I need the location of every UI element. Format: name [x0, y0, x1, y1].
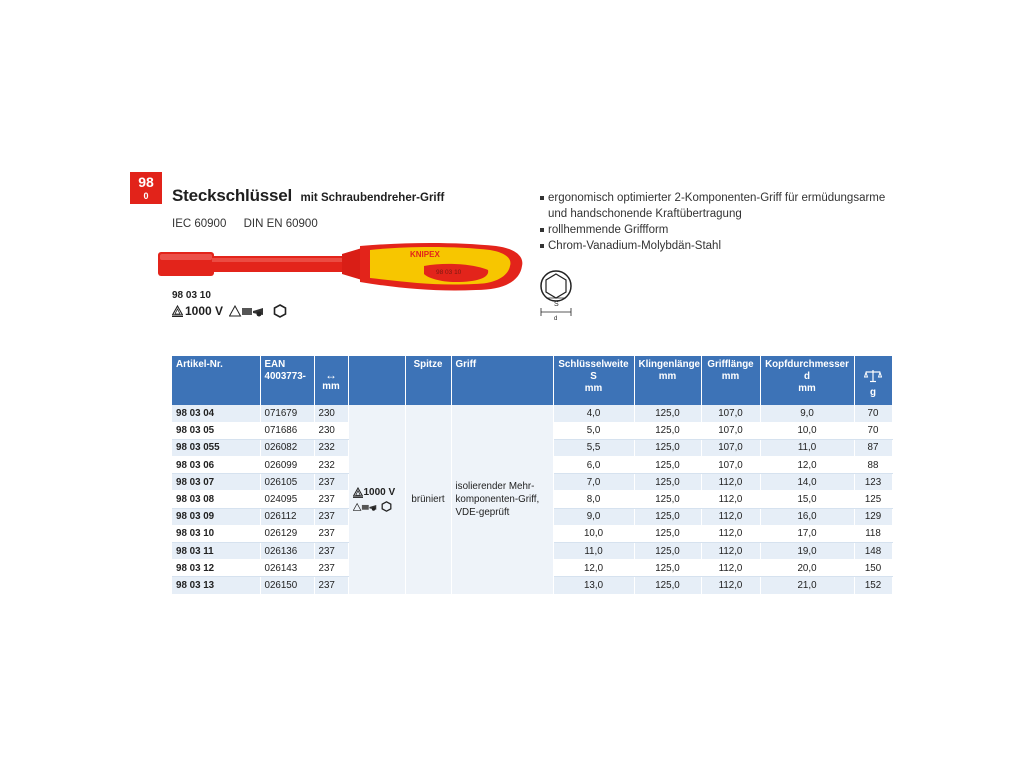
cell-insulation-merged — [348, 405, 405, 594]
section-badge-sub: 0 — [143, 191, 149, 201]
voltage-rating — [172, 304, 287, 318]
section-badge — [130, 172, 162, 204]
col-kopfdurchmesser — [760, 356, 854, 405]
col-icons — [348, 356, 405, 405]
cell-grifflaenge: 107,0 — [701, 405, 760, 422]
table-row — [172, 405, 892, 422]
diagram-s-label: S — [554, 301, 559, 308]
hexagon-icon — [273, 304, 287, 318]
cell-artikel: 98 03 06 — [172, 457, 260, 474]
norms — [172, 218, 318, 230]
cell-weight: 70 — [854, 422, 892, 439]
insulation-triangle-icon — [172, 305, 183, 317]
length-arrow-icon: ↔ — [325, 368, 337, 382]
cell-schluesselweite: 6,0 — [553, 457, 634, 474]
section-badge-number: 98 — [138, 174, 154, 190]
cell-grifflaenge: 112,0 — [701, 577, 760, 594]
hexagon-icon — [381, 501, 392, 512]
feature-item: ergonomisch optimierter 2-Komponenten-Griff für ermüdungsarme und handschonende Kraftübertragung — [540, 190, 900, 222]
col-ean-line1: EAN — [264, 359, 286, 370]
cell-kopfdurchmesser: 9,0 — [760, 405, 854, 422]
cell-artikel: 98 03 10 — [172, 525, 260, 542]
merged-approval-icons — [353, 501, 401, 512]
table-header-row — [172, 356, 892, 405]
cell-kopfdurchmesser: 15,0 — [760, 491, 854, 508]
cell-length: 230 — [314, 405, 348, 422]
cell-ean: 071686 — [260, 422, 314, 439]
hex-socket-dimension-icon — [538, 268, 574, 322]
cell-weight: 70 — [854, 405, 892, 422]
cell-grifflaenge: 112,0 — [701, 508, 760, 525]
product-article-number: 98 03 10 — [172, 290, 211, 301]
cell-klingenlaenge: 125,0 — [634, 491, 701, 508]
cell-ean: 026143 — [260, 560, 314, 577]
col-grifflaenge-label: Grifflänge — [707, 359, 754, 370]
merged-voltage-text: 1000 V — [363, 487, 396, 499]
page-title-main: Steckschlüssel — [172, 186, 293, 205]
cell-schluesselweite: 12,0 — [553, 560, 634, 577]
cell-ean: 026112 — [260, 508, 314, 525]
col-schluesselweite — [553, 356, 634, 405]
cell-schluesselweite: 4,0 — [553, 405, 634, 422]
tool-brand-text: KNIPEX — [410, 250, 440, 259]
col-kopf-unit: mm — [798, 383, 816, 394]
col-klinge-label: Klingenlänge — [638, 359, 701, 370]
merged-voltage — [353, 486, 401, 499]
vde-approval-icons — [229, 305, 267, 317]
col-grifflaenge — [701, 356, 760, 405]
cell-schluesselweite: 11,0 — [553, 543, 634, 560]
page-title — [172, 186, 444, 206]
cell-length: 237 — [314, 560, 348, 577]
cell-klingenlaenge: 125,0 — [634, 439, 701, 456]
cell-schluesselweite: 7,0 — [553, 474, 634, 491]
cell-weight: 148 — [854, 543, 892, 560]
cell-artikel: 98 03 13 — [172, 577, 260, 594]
cell-grifflaenge: 107,0 — [701, 457, 760, 474]
cell-kopfdurchmesser: 20,0 — [760, 560, 854, 577]
nut-driver-illustration-icon — [156, 240, 528, 296]
cell-kopfdurchmesser: 21,0 — [760, 577, 854, 594]
cell-schluesselweite: 5,5 — [553, 439, 634, 456]
cell-grifflaenge: 107,0 — [701, 422, 760, 439]
col-artikel: Artikel-Nr. — [172, 356, 260, 405]
col-schluessel-unit: mm — [584, 383, 603, 394]
page-title-sub: mit Schraubendreher-Griff — [300, 192, 445, 204]
col-griff: Griff — [451, 356, 553, 405]
cell-weight: 152 — [854, 577, 892, 594]
cell-grifflaenge: 107,0 — [701, 439, 760, 456]
diagram-d-label: d — [554, 316, 558, 322]
cell-artikel: 98 03 07 — [172, 474, 260, 491]
cell-ean: 071679 — [260, 405, 314, 422]
cell-ean: 026099 — [260, 457, 314, 474]
cell-schluesselweite: 10,0 — [553, 525, 634, 542]
cell-klingenlaenge: 125,0 — [634, 405, 701, 422]
cell-artikel: 98 03 08 — [172, 491, 260, 508]
cell-weight: 123 — [854, 474, 892, 491]
cell-kopfdurchmesser: 10,0 — [760, 422, 854, 439]
norm-din: DIN EN 60900 — [243, 218, 318, 230]
cell-weight: 129 — [854, 508, 892, 525]
cell-length: 232 — [314, 457, 348, 474]
cell-grifflaenge: 112,0 — [701, 543, 760, 560]
feature-list — [540, 190, 900, 254]
col-klinge-unit: mm — [658, 371, 677, 382]
cell-kopfdurchmesser: 14,0 — [760, 474, 854, 491]
cell-artikel: 98 03 04 — [172, 405, 260, 422]
cell-artikel: 98 03 12 — [172, 560, 260, 577]
cell-ean: 026105 — [260, 474, 314, 491]
cell-klingenlaenge: 125,0 — [634, 525, 701, 542]
cell-grifflaenge: 112,0 — [701, 491, 760, 508]
cell-klingenlaenge: 125,0 — [634, 543, 701, 560]
cell-kopfdurchmesser: 11,0 — [760, 439, 854, 456]
col-length — [314, 356, 348, 405]
cell-klingenlaenge: 125,0 — [634, 577, 701, 594]
col-spitze: Spitze — [405, 356, 451, 405]
cell-artikel: 98 03 05 — [172, 422, 260, 439]
cell-length: 237 — [314, 577, 348, 594]
feature-item: rollhemmende Griffform — [540, 222, 900, 238]
col-kopf-label: Kopfdurchmesser d — [765, 359, 849, 382]
cell-schluesselweite: 13,0 — [553, 577, 634, 594]
col-klingenlaenge — [634, 356, 701, 405]
cell-griff-merged: isolierender Mehr-komponenten-Griff, VDE-geprüft — [451, 405, 553, 594]
cell-schluesselweite: 5,0 — [553, 422, 634, 439]
vde-approval-icons — [353, 502, 379, 512]
cell-schluesselweite: 9,0 — [553, 508, 634, 525]
voltage-text: 1000 V — [185, 304, 224, 318]
cell-length: 237 — [314, 491, 348, 508]
cell-length: 230 — [314, 422, 348, 439]
col-length-unit: mm — [322, 381, 340, 392]
tool-engraving-text: 98 03 10 — [436, 269, 462, 276]
cell-grifflaenge: 112,0 — [701, 560, 760, 577]
cell-grifflaenge: 112,0 — [701, 474, 760, 491]
cell-weight: 150 — [854, 560, 892, 577]
cell-kopfdurchmesser: 19,0 — [760, 543, 854, 560]
cell-ean: 026136 — [260, 543, 314, 560]
col-weight-unit: g — [870, 387, 876, 398]
cell-klingenlaenge: 125,0 — [634, 560, 701, 577]
cell-spitze-merged: brüniert — [405, 405, 451, 594]
feature-item: Chrom-Vanadium-Molybdän-Stahl — [540, 238, 900, 254]
cell-artikel: 98 03 055 — [172, 439, 260, 456]
cell-length: 237 — [314, 543, 348, 560]
col-schluessel-label: Schlüsselweite S — [558, 359, 629, 382]
insulation-triangle-icon — [353, 487, 363, 498]
cell-kopfdurchmesser: 17,0 — [760, 525, 854, 542]
cell-length: 237 — [314, 525, 348, 542]
spec-table — [172, 356, 893, 595]
cell-ean: 026129 — [260, 525, 314, 542]
cell-kopfdurchmesser: 12,0 — [760, 457, 854, 474]
cell-klingenlaenge: 125,0 — [634, 508, 701, 525]
cell-weight: 125 — [854, 491, 892, 508]
cell-schluesselweite: 8,0 — [553, 491, 634, 508]
cell-grifflaenge: 112,0 — [701, 525, 760, 542]
cell-klingenlaenge: 125,0 — [634, 457, 701, 474]
cell-weight: 87 — [854, 439, 892, 456]
cell-weight: 118 — [854, 525, 892, 542]
cell-ean: 026082 — [260, 439, 314, 456]
cell-klingenlaenge: 125,0 — [634, 474, 701, 491]
col-ean — [260, 356, 314, 405]
cell-length: 237 — [314, 474, 348, 491]
cell-klingenlaenge: 125,0 — [634, 422, 701, 439]
cell-ean: 024095 — [260, 491, 314, 508]
cell-artikel: 98 03 09 — [172, 508, 260, 525]
cell-kopfdurchmesser: 16,0 — [760, 508, 854, 525]
cell-ean: 026150 — [260, 577, 314, 594]
cell-weight: 88 — [854, 457, 892, 474]
col-ean-line2: 4003773- — [264, 371, 306, 382]
col-grifflaenge-unit: mm — [721, 371, 740, 382]
cell-artikel: 98 03 11 — [172, 543, 260, 560]
cell-length: 237 — [314, 508, 348, 525]
norm-iec: IEC 60900 — [172, 218, 227, 230]
cell-length: 232 — [314, 439, 348, 456]
weight-scale-icon — [864, 369, 882, 383]
col-weight — [854, 356, 892, 405]
